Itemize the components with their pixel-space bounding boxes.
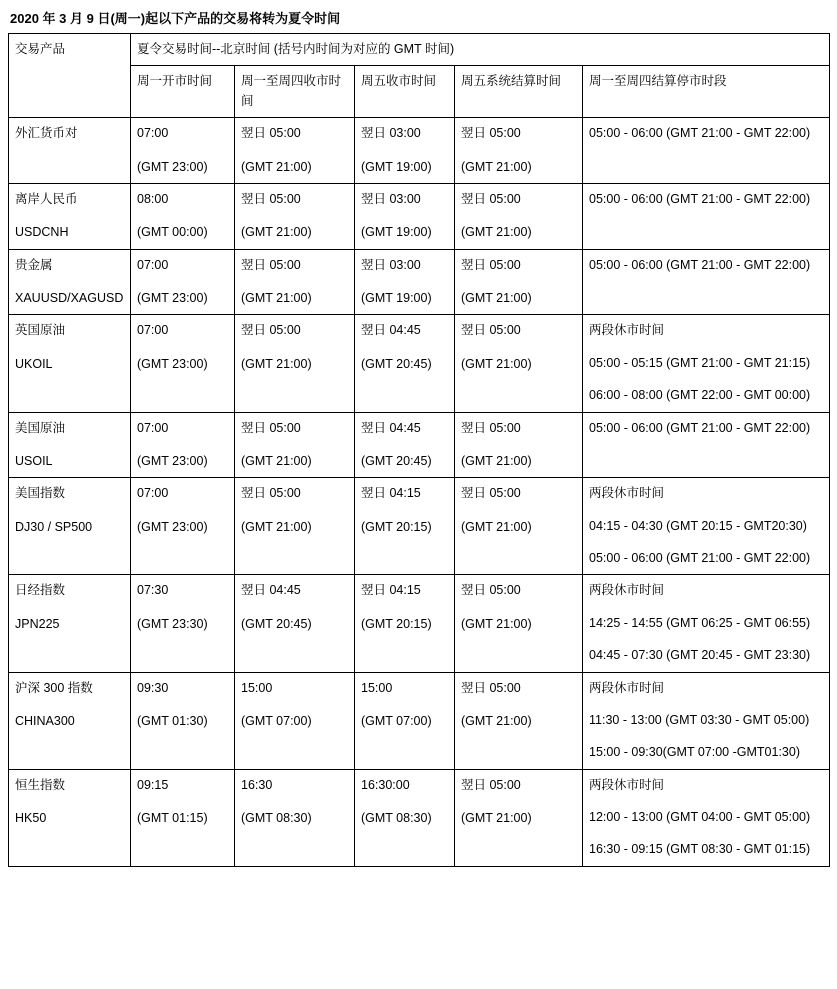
settle-fri-cell [455,118,583,184]
close-fri-cell [355,412,455,478]
table-row [9,575,830,672]
product-name: 外汇货币对 [15,126,78,141]
settle-fri-gmt: (GMT 21:00) [461,356,532,371]
break-line: 04:45 - 07:30 (GMT 20:45 - GMT 23:30) [589,648,811,663]
close-mon-thu-cell [235,575,355,672]
product-name: 沪深 300 指数 [15,680,93,695]
product-symbol: CHINA300 [15,713,75,728]
open-time-cell [131,183,235,249]
close-fri-gmt: (GMT 20:45) [361,453,432,468]
product-symbol: USDCNH [15,225,69,240]
close-fri-local: 翌日 04:45 [361,323,421,338]
settle-fri-local: 翌日 05:00 [461,257,521,272]
settle-fri-gmt: (GMT 21:00) [461,713,532,728]
break-line: 14:25 - 14:55 (GMT 06:25 - GMT 06:55) [589,615,811,630]
open-time-gmt: (GMT 23:00) [137,356,208,371]
header-group-label: 夏令交易时间--北京时间 (括号内时间为对应的 GMT 时间) [131,34,830,66]
open-time-cell [131,672,235,769]
close-mon-thu-cell [235,672,355,769]
close-fri-gmt: (GMT 19:00) [361,225,432,240]
open-time-gmt: (GMT 00:00) [137,225,208,240]
close-mon-thu-local: 翌日 05:00 [241,191,301,206]
close-fri-cell [355,118,455,184]
break-cell [583,183,830,249]
break-line: 05:00 - 06:00 (GMT 21:00 - GMT 22:00) [589,257,811,272]
close-fri-cell [355,249,455,315]
close-mon-thu-cell [235,478,355,575]
close-fri-cell [355,478,455,575]
close-mon-thu-local: 翌日 04:45 [241,583,301,598]
table-header-row-2 [9,66,830,118]
close-mon-thu-local: 翌日 05:00 [241,420,301,435]
open-time-gmt: (GMT 23:00) [137,453,208,468]
close-mon-thu-cell [235,412,355,478]
close-fri-local: 16:30:00 [361,777,410,792]
product-cell [9,412,131,478]
product-name: 美国指数 [15,486,66,501]
settle-fri-gmt: (GMT 21:00) [461,291,532,305]
open-time-gmt: (GMT 01:15) [137,811,208,825]
close-fri-local: 翌日 04:15 [361,486,421,501]
close-mon-thu-gmt: (GMT 20:45) [241,616,312,631]
break-line: 05:00 - 06:00 (GMT 21:00 - GMT 22:00) [589,420,811,435]
settle-fri-gmt: (GMT 21:00) [461,519,532,534]
product-name: 日经指数 [15,583,66,598]
settle-fri-local: 翌日 05:00 [461,420,521,435]
close-fri-local: 15:00 [361,680,393,695]
product-name: 离岸人民币 [15,191,78,206]
break-line: 12:00 - 13:00 (GMT 04:00 - GMT 05:00) [589,810,811,824]
settle-fri-cell [455,183,583,249]
open-time-local: 09:30 [137,680,169,695]
close-fri-gmt: (GMT 20:15) [361,519,432,534]
settle-fri-local: 翌日 05:00 [461,126,521,141]
table-row [9,478,830,575]
break-cell [583,672,830,769]
settle-fri-gmt: (GMT 21:00) [461,159,532,174]
close-fri-gmt: (GMT 08:30) [361,811,432,825]
product-cell [9,672,131,769]
close-mon-thu-gmt: (GMT 07:00) [241,713,312,728]
open-time-gmt: (GMT 23:00) [137,291,208,305]
open-time-cell [131,249,235,315]
settle-fri-cell [455,249,583,315]
open-time-gmt: (GMT 23:00) [137,159,208,174]
product-cell [9,769,131,866]
close-mon-thu-local: 翌日 05:00 [241,323,301,338]
close-fri-local: 翌日 03:00 [361,257,421,272]
close-mon-thu-cell [235,118,355,184]
close-mon-thu-local: 翌日 05:00 [241,257,301,272]
settle-fri-gmt: (GMT 21:00) [461,453,532,468]
open-time-cell [131,315,235,412]
product-symbol: XAUUSD/XAGUSD [15,291,124,305]
break-cell [583,478,830,575]
close-mon-thu-gmt: (GMT 21:00) [241,291,312,305]
break-title: 两段休市时间 [589,583,665,598]
close-fri-gmt: (GMT 19:00) [361,159,432,174]
break-line: 05:00 - 05:15 (GMT 21:00 - GMT 21:15) [589,355,811,370]
close-mon-thu-cell [235,249,355,315]
close-fri-gmt: (GMT 20:45) [361,356,432,371]
product-symbol: UKOIL [15,356,53,371]
open-time-local: 07:30 [137,583,169,598]
product-symbol: HK50 [15,811,47,825]
close-fri-cell [355,769,455,866]
break-cell [583,315,830,412]
break-cell [583,769,830,866]
table-row [9,118,830,184]
header-break-mon-thu: 周一至周四结算停市时段 [583,66,830,118]
page-title: 2020 年 3 月 9 日(周一)起以下产品的交易将转为夏令时间 [10,11,341,26]
open-time-gmt: (GMT 23:00) [137,519,208,534]
table-row [9,412,830,478]
settle-fri-cell [455,575,583,672]
table-row [9,183,830,249]
settle-fri-gmt: (GMT 21:00) [461,616,532,631]
settle-fri-cell [455,769,583,866]
break-title: 两段休市时间 [589,680,665,695]
product-cell [9,249,131,315]
header-product-col: 交易产品 [9,34,131,118]
open-time-local: 08:00 [137,191,169,206]
close-mon-thu-gmt: (GMT 21:00) [241,356,312,371]
close-mon-thu-cell [235,769,355,866]
break-cell [583,249,830,315]
settle-fri-cell [455,672,583,769]
open-time-cell [131,575,235,672]
break-line: 06:00 - 08:00 (GMT 22:00 - GMT 00:00) [589,388,811,403]
settle-fri-gmt: (GMT 21:00) [461,811,532,825]
product-name: 英国原油 [15,323,66,338]
open-time-local: 09:15 [137,777,169,792]
trading-hours-table [8,33,830,867]
open-time-local: 07:00 [137,420,169,435]
open-time-gmt: (GMT 01:30) [137,713,208,728]
break-title: 两段休市时间 [589,777,665,792]
settle-fri-local: 翌日 05:00 [461,486,521,501]
close-mon-thu-gmt: (GMT 21:00) [241,453,312,468]
settle-fri-cell [455,412,583,478]
break-line: 11:30 - 13:00 (GMT 03:30 - GMT 05:00) [589,712,810,727]
close-mon-thu-gmt: (GMT 21:00) [241,519,312,534]
product-symbol: JPN225 [15,616,60,631]
product-symbol: DJ30 / SP500 [15,519,93,534]
close-fri-local: 翌日 04:15 [361,583,421,598]
open-time-local: 07:00 [137,257,169,272]
break-cell [583,412,830,478]
open-time-local: 07:00 [137,486,169,501]
break-line: 15:00 - 09:30(GMT 07:00 -GMT01:30) [589,745,800,760]
close-mon-thu-local: 翌日 05:00 [241,486,301,501]
close-fri-local: 翌日 03:00 [361,191,421,206]
close-fri-local: 翌日 04:45 [361,420,421,435]
settle-fri-gmt: (GMT 21:00) [461,225,532,240]
open-time-local: 07:00 [137,323,169,338]
settle-fri-local: 翌日 05:00 [461,583,521,598]
break-cell [583,575,830,672]
product-cell [9,315,131,412]
table-row [9,249,830,315]
close-mon-thu-local: 16:30 [241,777,273,792]
close-fri-gmt: (GMT 20:15) [361,616,432,631]
close-fri-gmt: (GMT 19:00) [361,291,432,305]
product-cell [9,478,131,575]
close-fri-cell [355,672,455,769]
settle-fri-local: 翌日 05:00 [461,323,521,338]
break-line: 04:15 - 04:30 (GMT 20:15 - GMT20:30) [589,518,807,533]
close-fri-cell [355,315,455,412]
break-line: 16:30 - 09:15 (GMT 08:30 - GMT 01:15) [589,842,811,857]
settle-fri-local: 翌日 05:00 [461,680,521,695]
product-symbol: USOIL [15,453,53,468]
header-close-mon-thu: 周一至周四收市时间 [235,66,355,118]
table-row [9,672,830,769]
settle-fri-local: 翌日 05:00 [461,191,521,206]
open-time-cell [131,412,235,478]
header-settle-fri: 周五系统结算时间 [455,66,583,118]
product-cell [9,183,131,249]
close-fri-cell [355,183,455,249]
break-line: 05:00 - 06:00 (GMT 21:00 - GMT 22:00) [589,551,811,565]
close-mon-thu-local: 翌日 05:00 [241,126,301,141]
break-title: 两段休市时间 [589,323,665,338]
close-mon-thu-cell [235,183,355,249]
table-row [9,315,830,412]
settle-fri-local: 翌日 05:00 [461,777,521,792]
product-name: 贵金属 [15,257,53,272]
close-mon-thu-gmt: (GMT 08:30) [241,811,312,825]
product-name: 美国原油 [15,420,66,435]
close-fri-local: 翌日 03:00 [361,126,421,141]
table-header-row-1 [9,34,830,66]
open-time-cell [131,769,235,866]
close-mon-thu-gmt: (GMT 21:00) [241,159,312,174]
break-cell [583,118,830,184]
table-row [9,769,830,866]
open-time-gmt: (GMT 23:30) [137,616,208,631]
product-cell [9,575,131,672]
open-time-cell [131,118,235,184]
break-line: 05:00 - 06:00 (GMT 21:00 - GMT 22:00) [589,191,811,206]
header-close-fri: 周五收市时间 [355,66,455,118]
product-cell [9,118,131,184]
close-fri-gmt: (GMT 07:00) [361,713,432,728]
product-name: 恒生指数 [15,777,66,792]
header-open-time: 周一开市时间 [131,66,235,118]
open-time-local: 07:00 [137,126,169,141]
settle-fri-cell [455,315,583,412]
open-time-cell [131,478,235,575]
close-fri-cell [355,575,455,672]
close-mon-thu-local: 15:00 [241,680,273,695]
settle-fri-cell [455,478,583,575]
close-mon-thu-cell [235,315,355,412]
break-title: 两段休市时间 [589,486,665,501]
close-mon-thu-gmt: (GMT 21:00) [241,225,312,240]
break-line: 05:00 - 06:00 (GMT 21:00 - GMT 22:00) [589,126,811,141]
